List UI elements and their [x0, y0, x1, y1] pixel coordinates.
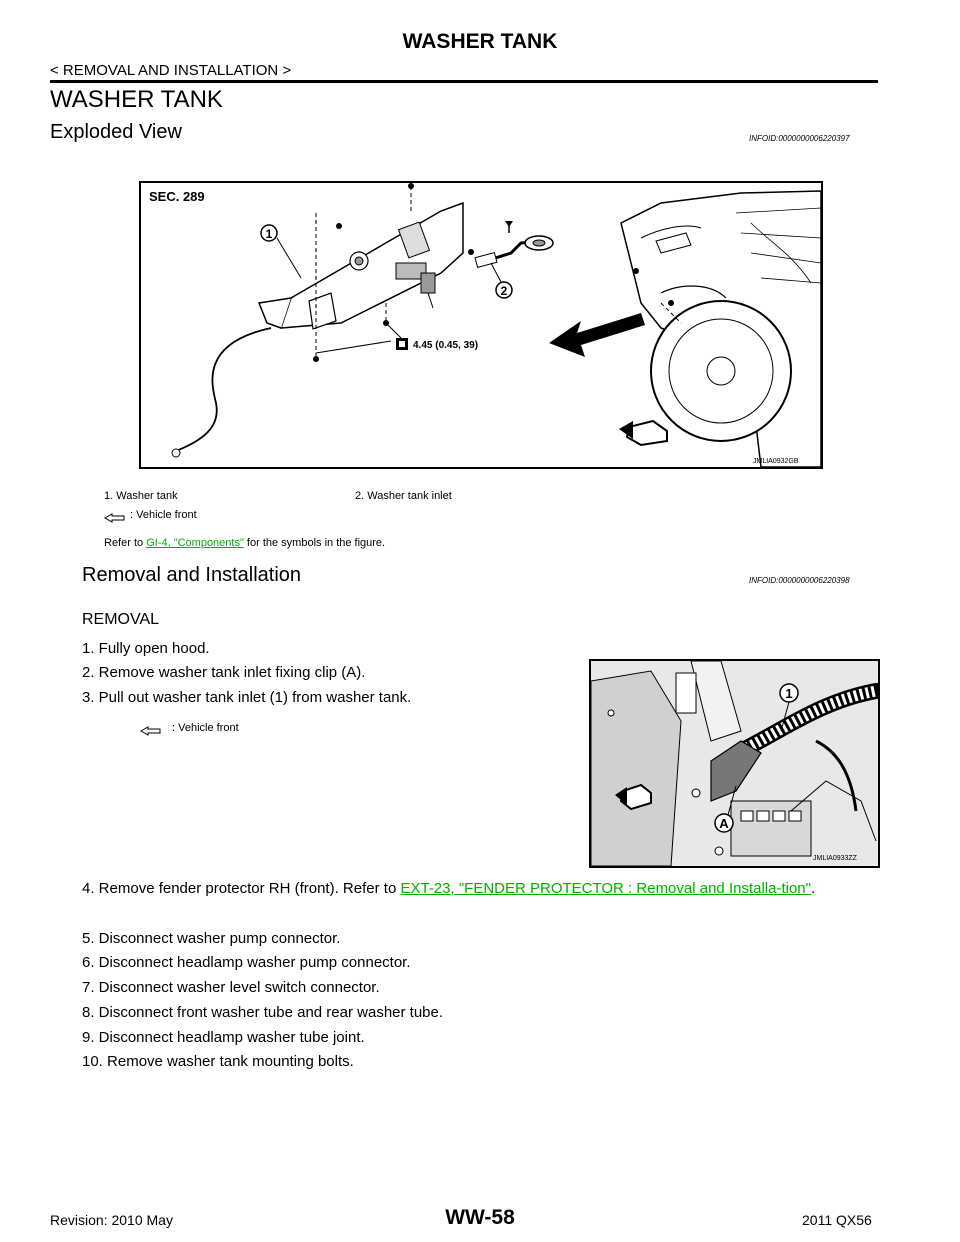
vehicle-front-arrow-icon — [140, 723, 162, 741]
callout-1: 1 — [785, 686, 793, 701]
step-3: 3. Pull out washer tank inlet (1) from washer tank. — [82, 689, 412, 706]
figure-code: JMLIA0932GB — [753, 458, 799, 465]
vehicle-front-arrow-icon — [104, 510, 126, 528]
components-link[interactable]: GI-4, "Components" — [146, 537, 244, 549]
fender-protector-link[interactable]: EXT-23, "FENDER PROTECTOR : Removal and Installa-tion" — [400, 880, 811, 897]
breadcrumb: < REMOVAL AND INSTALLATION > — [50, 62, 292, 79]
figure-code: JMLIA0933ZZ — [813, 855, 857, 862]
page-title: WASHER TANK — [50, 86, 223, 113]
step-7: 7. Disconnect washer level switch connector. — [82, 979, 380, 996]
removal-installation-heading: Removal and Installation — [82, 564, 302, 586]
legend-vehicle-front: : Vehicle front — [130, 509, 197, 521]
model-year: 2011 QX56 — [802, 1212, 872, 1228]
callout-a: A — [719, 816, 729, 831]
step-4-text: 4. Remove fender protector RH (front). Refer to — [82, 880, 401, 897]
step-9: 9. Disconnect headlamp washer tube joint. — [82, 1029, 365, 1046]
removal-subheading: REMOVAL — [82, 611, 160, 628]
refer-prefix: Refer to — [104, 537, 147, 549]
revision-date: Revision: 2010 May — [50, 1212, 173, 1228]
callout-2: 2 — [500, 284, 508, 298]
step-2: 2. Remove washer tank inlet fixing clip (A). — [82, 664, 366, 681]
exploded-view-heading: Exploded View — [50, 121, 182, 143]
exploded-view-illustration — [141, 183, 821, 467]
running-header-title: WASHER TANK — [402, 30, 558, 53]
header-rule — [50, 80, 878, 83]
page-number: WW-58 — [445, 1206, 515, 1229]
callout-1: 1 — [265, 227, 273, 241]
legend-item-1: 1. Washer tank — [104, 490, 178, 502]
exploded-view-figure — [139, 181, 823, 469]
step-4-suffix: . — [810, 880, 816, 897]
step-8: 8. Disconnect front washer tube and rear washer tube. — [82, 1004, 444, 1021]
step-1: 1. Fully open hood. — [82, 640, 210, 657]
section-label: SEC. 289 — [149, 189, 205, 204]
step-4 — [82, 879, 876, 898]
removal-infoid: INFOID:0000000006220398 — [749, 576, 850, 585]
refer-suffix: for the symbols in the figure. — [243, 537, 386, 549]
step-10: 10. Remove washer tank mounting bolts. — [82, 1053, 354, 1070]
washer-tank-inlet-illustration — [591, 661, 878, 866]
removal-vehicle-front: : Vehicle front — [172, 722, 239, 734]
exploded-view-infoid: INFOID:0000000006220397 — [749, 134, 850, 143]
legend-refer-line — [104, 537, 385, 549]
legend-item-2: 2. Washer tank inlet — [355, 490, 452, 502]
step-5: 5. Disconnect washer pump connector. — [82, 930, 341, 947]
washer-tank-inlet-figure — [589, 659, 880, 868]
torque-spec: 4.45 (0.45, 39) — [413, 340, 479, 351]
step-6: 6. Disconnect headlamp washer pump connector. — [82, 954, 411, 971]
